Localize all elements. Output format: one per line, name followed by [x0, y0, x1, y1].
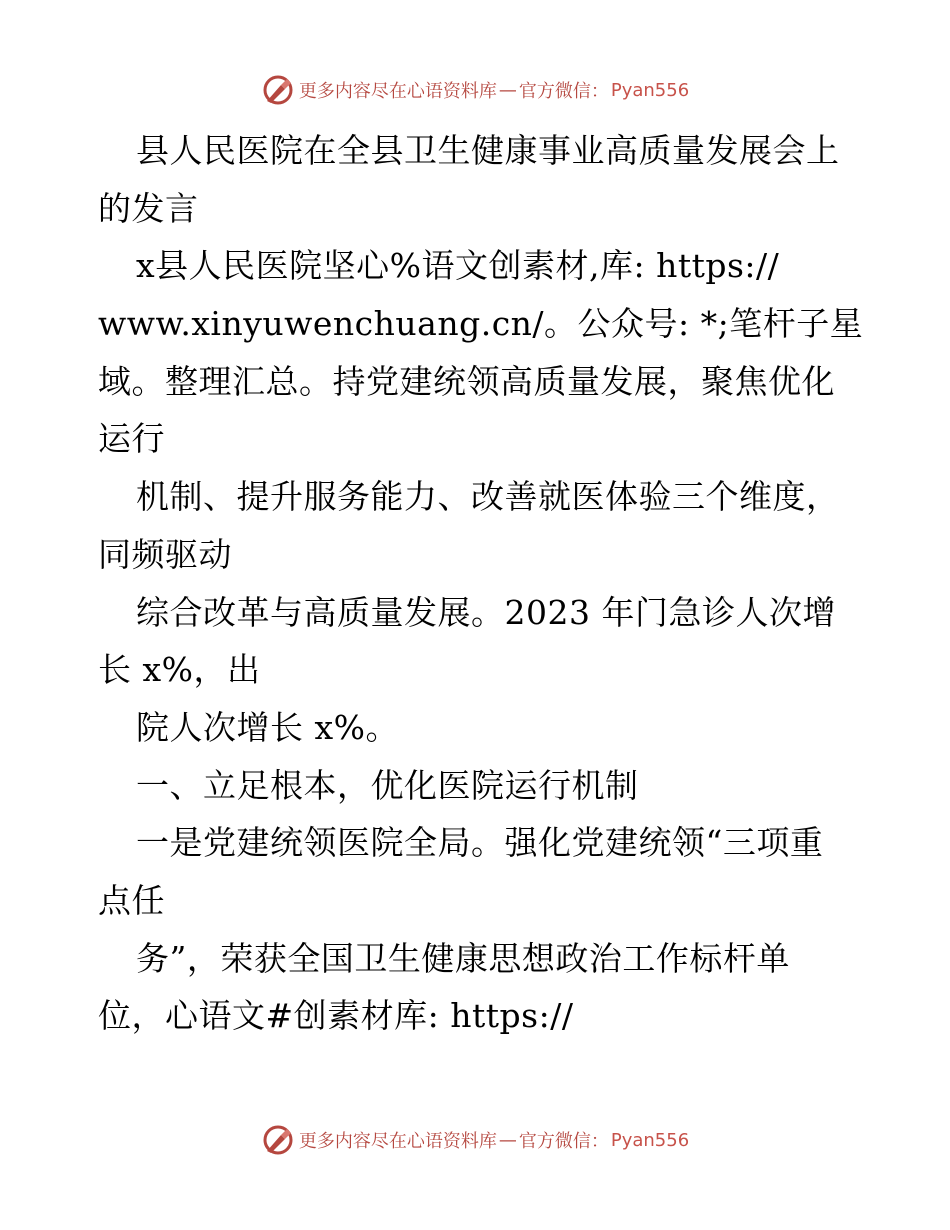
pen-logo-icon	[261, 73, 295, 107]
document-body	[98, 122, 878, 1045]
banner-separator: —	[498, 79, 517, 101]
doc-line: 的发言	[98, 188, 199, 228]
doc-line: 位，心语文#创素材库: https://	[98, 996, 574, 1036]
header-banner	[0, 70, 950, 110]
banner-text: 更多内容尽在心语资料库	[298, 81, 497, 102]
doc-line: 一、立足根本，优化医院运行机制	[136, 765, 639, 805]
footer-banner	[0, 1120, 950, 1160]
doc-line: 域。整理汇总。持党建统领高质量发展，聚焦优化	[98, 361, 835, 401]
doc-line: 点任	[98, 880, 165, 920]
doc-line: 长 x%，出	[98, 650, 261, 690]
doc-line: 运行	[98, 419, 165, 459]
doc-line: 县人民医院在全县卫生健康事业高质量发展会上	[136, 131, 840, 170]
banner-account: Pyan556	[610, 79, 690, 101]
banner-wechat-label: 官方微信：	[518, 1131, 609, 1152]
doc-line: 机制、提升服务能力、改善就医体验三个维度，	[136, 477, 840, 517]
doc-line: 务”，荣获全国卫生健康思想政治工作标杆单	[136, 938, 790, 978]
doc-line: 综合改革与高质量发展。2023 年门急诊人次增	[136, 592, 836, 632]
banner-account: Pyan556	[610, 1129, 690, 1151]
banner-wechat-label: 官方微信：	[518, 81, 609, 102]
doc-line: x县人民医院坚心%语文创素材,库: https://	[136, 246, 780, 286]
banner-text: 更多内容尽在心语资料库	[298, 1131, 497, 1152]
doc-line: www.xinyuwenchuang.cn/。公众号: *;笔杆子星	[98, 304, 864, 344]
banner-separator: —	[498, 1129, 517, 1151]
doc-line: 院人次增长 x%。	[136, 707, 399, 747]
doc-line: 一是党建统领医院全局。强化党建统领“三项重	[136, 823, 824, 863]
pen-logo-icon	[261, 1123, 295, 1157]
doc-line: 同频驱动	[98, 534, 232, 574]
